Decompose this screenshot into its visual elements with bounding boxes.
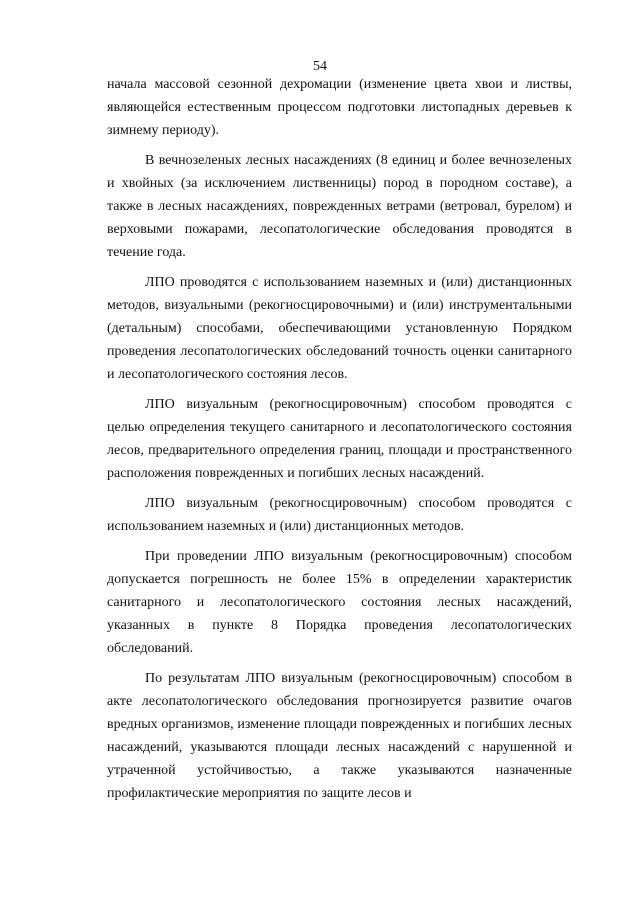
paragraph-1: начала массовой сезонной дехромации (изменение цвета хвои и листвы, являющейся естественным процессом подготовки листопадных деревьев к зимнему периоду). [107, 77, 572, 138]
document-body [107, 73, 572, 812]
paragraph-2: В вечнозеленых лесных насаждениях (8 единиц и более вечнозеленых и хвойных (за исключением лиственницы) пород в породном составе), а также в лесных насаждениях, поврежденных ветрами (ветровал, бурелом) и верховыми пожарами, лесопатологические обследования проводятся в течение года. [107, 153, 572, 260]
page-number: 54 [313, 59, 327, 74]
paragraph-4: ЛПО визуальным (рекогносцировочным) способом проводятся с целью определения текущего санитарного и лесопатологического состояния лесов, предварительного определения границ, площади и пространственного расположения поврежденных и погибших лесных насаждений. [107, 397, 572, 481]
paragraph-6: При проведении ЛПО визуальным (рекогносцировочным) способом допускается погрешность не более 15% в определении характеристик санитарного и лесопатологического состояния лесных насаждений, указанных в пункте 8 Порядка проведения лесопатологических обследований. [107, 549, 572, 656]
paragraph-7: По результатам ЛПО визуальным (рекогносцировочным) способом в акте лесопатологического обследования прогнозируется развитие очагов вредных организмов, изменение площади поврежденных и погибших лесных насаждений, указываются площади лесных насаждений с нарушенной и утраченной устойчивостью, а также указываются назначенные профилактические мероприятия по защите лесов и [107, 671, 572, 801]
paragraph-5: ЛПО визуальным (рекогносцировочным) способом проводятся с использованием наземных и (или) дистанционных методов. [107, 496, 572, 534]
paragraph-3: ЛПО проводятся с использованием наземных и (или) дистанционных методов, визуальными (рекогносцировочными) и (или) инструментальными (детальным) способами, обеспечивающими установленную Порядком проведения лесопатологических обследований точность оценки санитарного и лесопатологического состояния лесов. [107, 275, 572, 382]
